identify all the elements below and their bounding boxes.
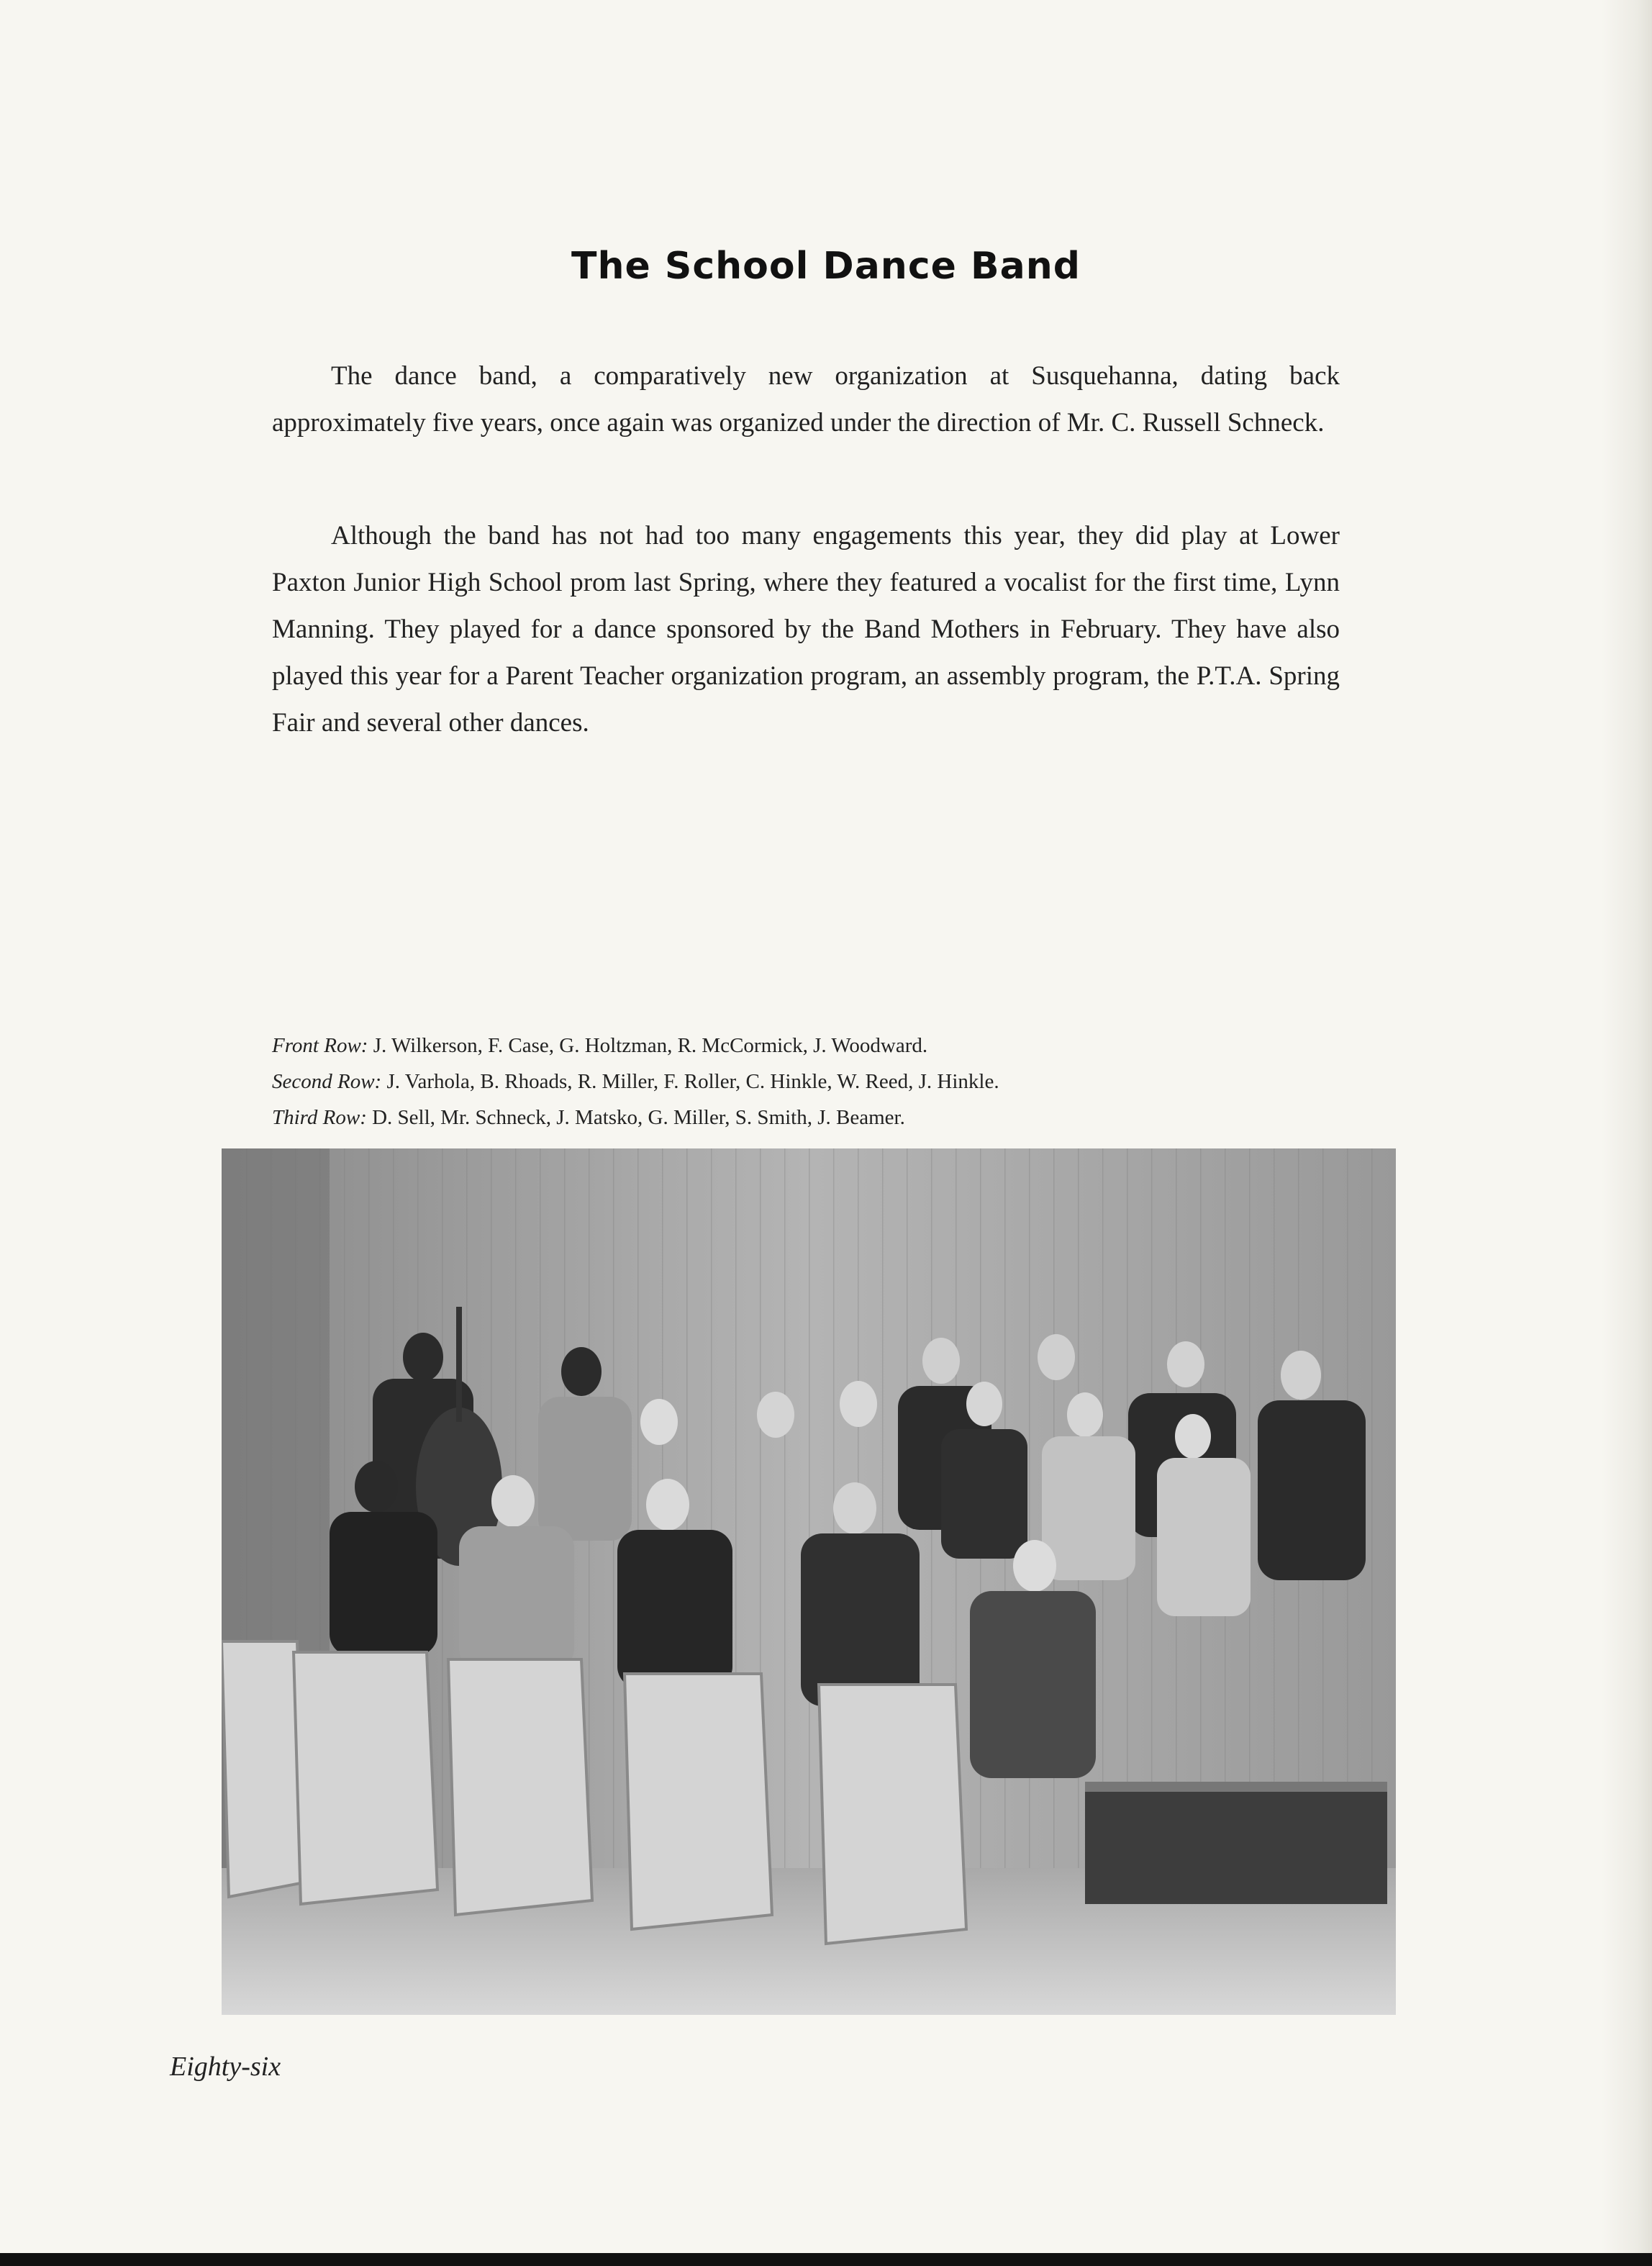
- page-number: Eighty-six: [170, 2052, 281, 2082]
- page-title: The School Dance Band: [571, 245, 1081, 288]
- scan-bottom-edge: [0, 2253, 1652, 2266]
- paragraph-1: The dance band, a comparatively new organization at Susquehanna, dating back approximately five years, once again was organized under the direction of Mr. C. Russell Schneck.: [272, 361, 1340, 438]
- caption-names: D. Sell, Mr. Schneck, J. Matsko, G. Miller, S. Smith, J. Beamer.: [372, 1106, 905, 1129]
- caption-front-row: [272, 1028, 1366, 1064]
- caption-label: Second Row:: [272, 1070, 382, 1093]
- caption-third-row: [272, 1100, 1366, 1136]
- caption-label: Third Row:: [272, 1106, 367, 1129]
- photo-caption: [272, 1028, 1366, 1136]
- paragraph-2: Although the band has not had too many engagements this year, they did play at Lower Paxton Junior High School prom last Spring, where they featured a vocalist for the first time, Lynn Manning. They played for a dance sponsored by the Band Mothers in February. They have also played this year for a Parent Teacher organization program, an assembly program, the P.T.A. Spring Fair and several other dances.: [272, 521, 1340, 738]
- band-photo-illustration: [222, 1148, 1396, 2015]
- caption-names: J. Wilkerson, F. Case, G. Holtzman, R. McCormick, J. Woodward.: [373, 1034, 928, 1057]
- page-edge-shadow: [1602, 0, 1652, 2266]
- caption-second-row: [272, 1064, 1366, 1100]
- band-photo: [222, 1148, 1396, 2015]
- caption-names: J. Varhola, B. Rhoads, R. Miller, F. Roller, C. Hinkle, W. Reed, J. Hinkle.: [386, 1070, 999, 1093]
- caption-label: Front Row:: [272, 1034, 368, 1057]
